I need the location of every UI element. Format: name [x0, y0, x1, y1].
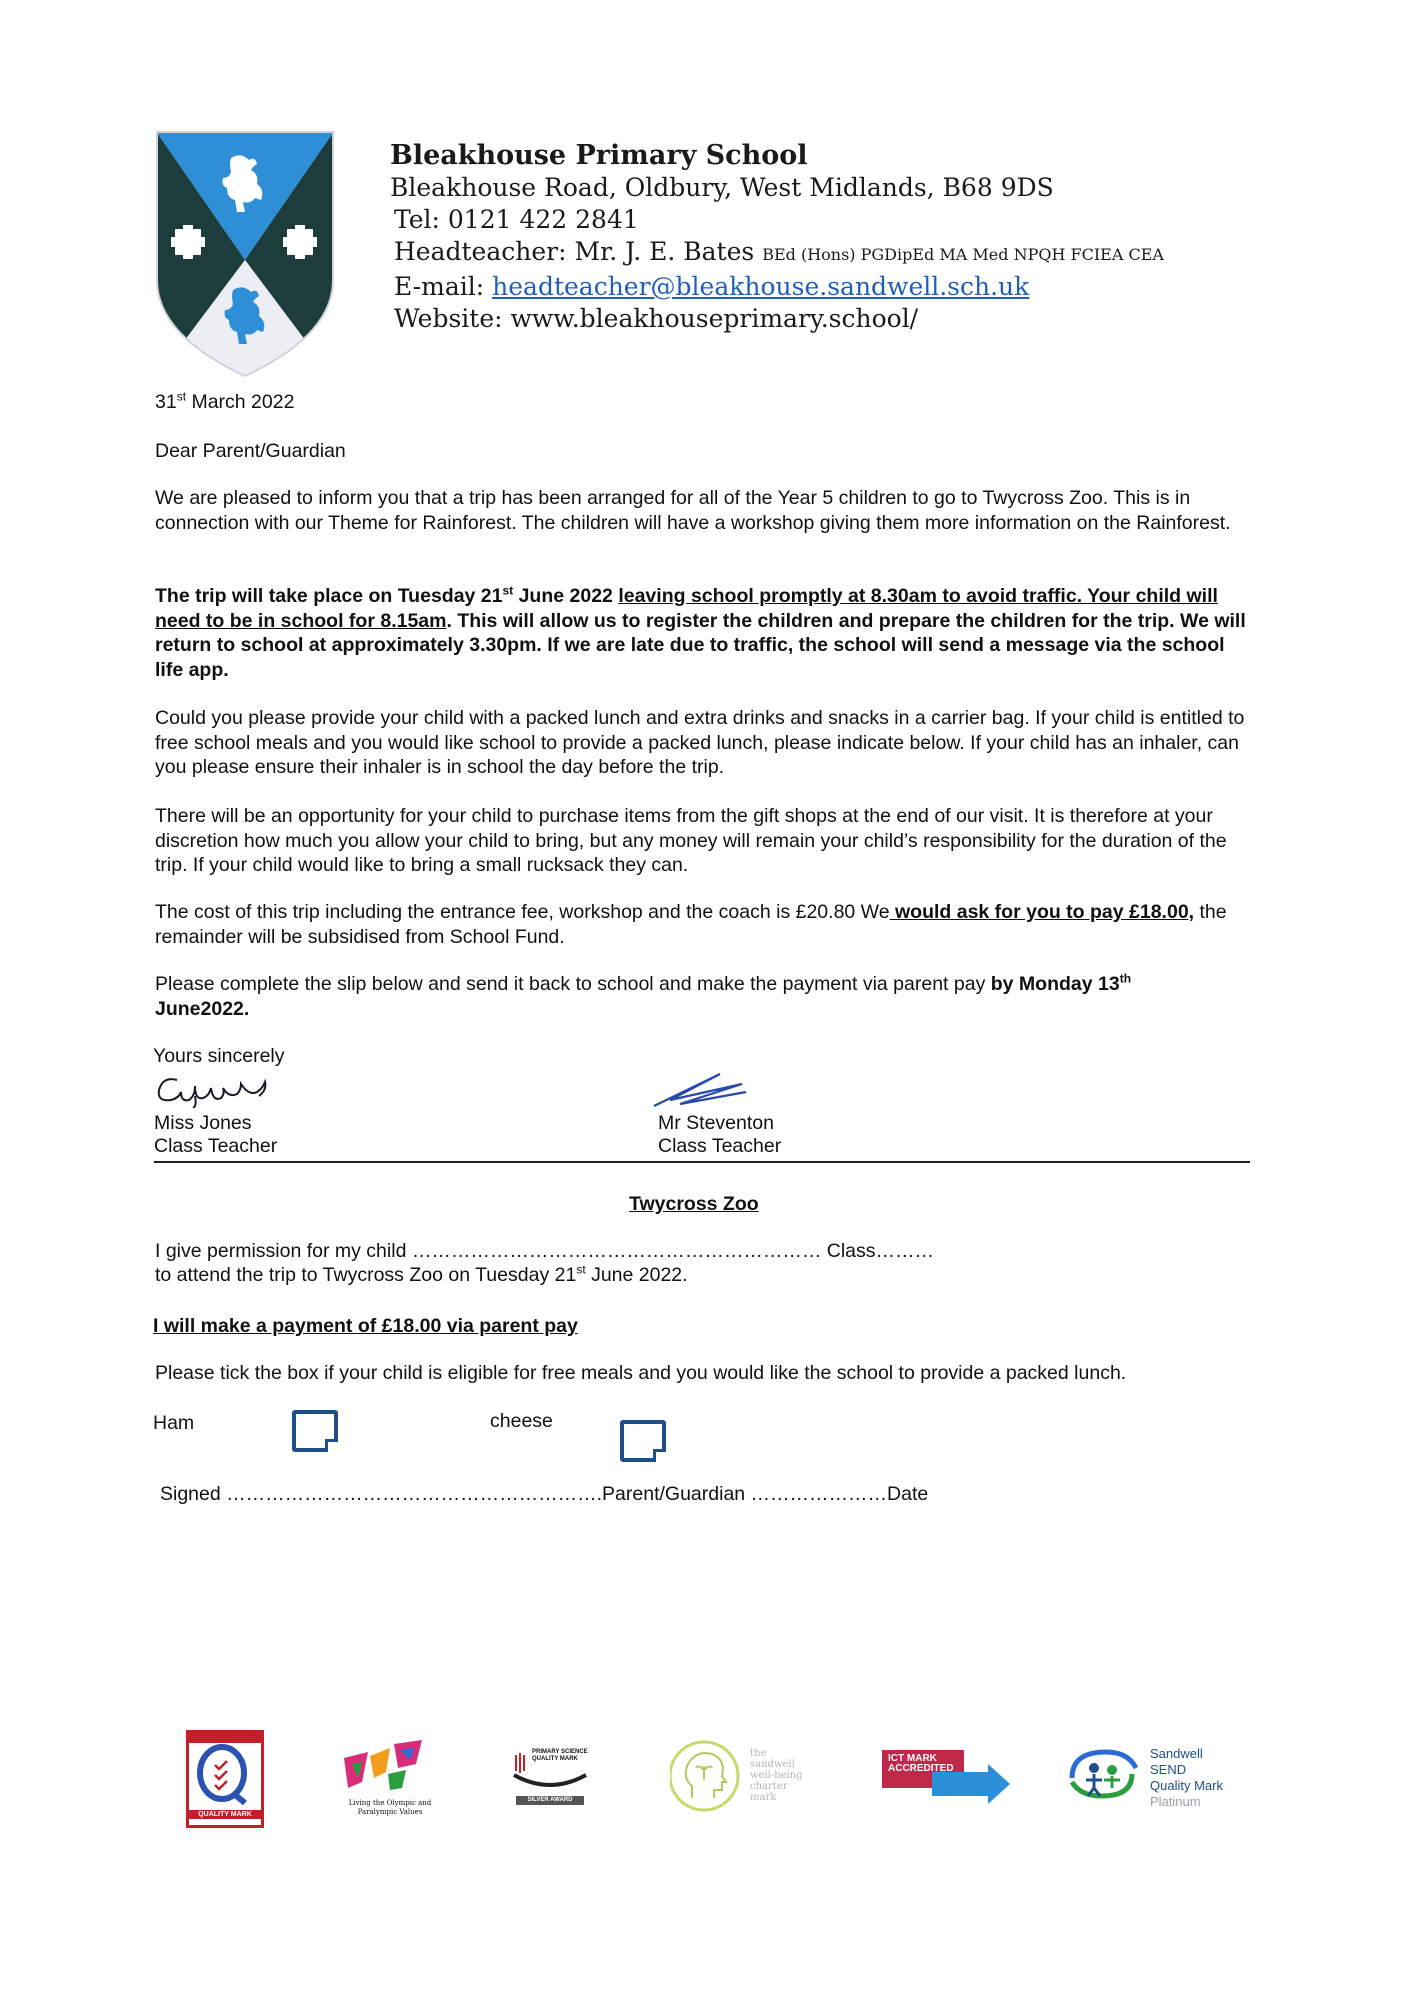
payment-statement: I will make a payment of £18.00 via parent pay [153, 1315, 578, 1337]
headteacher-label: Headteacher: Mr. J. E. Bates [394, 237, 755, 266]
sandwell-send-logo [1064, 1744, 1254, 1816]
science-quality-logo [510, 1745, 590, 1817]
tick-box-instructions: Please tick the box if your child is eligible for free meals and you would like the school to provide a packed lunch. [155, 1362, 1127, 1384]
website-line: Website: www.bleakhouseprimary.school/ [394, 304, 919, 333]
signatory-1 [154, 1112, 277, 1158]
paragraph-packed-lunch: Could you please provide your child with a packed lunch and extra drinks and snacks in a carrier bag. If your child is entitled to free school meals and you would like school to provide a packed lunch, please indicate below. If your child has an inhaler, can you please ensure their inhaler is in school the day before the trip. [155, 707, 1245, 778]
tear-off-divider [154, 1161, 1250, 1163]
permission-line-1: I give permission for my child ……………………………………………………… Class……… [155, 1240, 935, 1262]
cost-payment-amount: would ask for you to pay £18.00, [889, 901, 1195, 923]
quality-q-icon [189, 1743, 255, 1805]
quality-mark-logo [186, 1730, 264, 1828]
trip-date-month: June 2022 [513, 585, 619, 607]
school-address: Bleakhouse Road, Oldbury, West Midlands, B68 9DS [390, 173, 1054, 202]
date-suffix: st [176, 389, 187, 404]
deadline-suffix: th [1119, 971, 1132, 986]
signatory-2-name: Mr Steventon [658, 1112, 774, 1134]
headteacher-line [390, 236, 1164, 271]
signature-mr-steventon [650, 1070, 750, 1110]
signature-line: Signed ………………………………………………….Parent/Guardian …………………Date [160, 1483, 929, 1505]
paragraph-trip-intro: We are pleased to inform you that a trip has been arranged for all of the Year 5 children to go to Twycross Zoo. This is in connection with our Theme for Rainforest. The children will have a workshop giving them more information on the Rainforest. [155, 487, 1231, 534]
paragraph-cost [155, 900, 1245, 949]
signatory-2-role: Class Teacher [658, 1135, 782, 1157]
olympic-values-logo [340, 1738, 440, 1820]
wellbeing-charter-text: the sandwell well-being charter mark [750, 1748, 803, 1803]
deadline-date: by Monday 13 [990, 973, 1120, 995]
signatory-1-name: Miss Jones [154, 1112, 252, 1134]
signature-miss-jones [155, 1066, 285, 1108]
closing: Yours sincerely [153, 1045, 285, 1067]
send-text-1: Sandwell [1150, 1746, 1203, 1761]
trip-return-info: . This will allow us to register the children and prepare the children for the trip. We will return to school at approximately 3.30pm. If we are late due to traffic, the school will send a message via the school life app. [155, 609, 1246, 681]
olympic-values-text: Living the Olympic and Paralympic Values [348, 1799, 432, 1816]
headteacher-quals: BEd (Hons) PGDipEd MA Med NPQH FCIEA CEA [762, 245, 1164, 264]
trip-date-suffix: st [502, 583, 514, 598]
send-text-2: SEND [1150, 1762, 1187, 1777]
signatory-1-role: Class Teacher [154, 1135, 278, 1157]
ict-arrow-icon [932, 1762, 1012, 1808]
school-name: Bleakhouse Primary School [390, 140, 808, 171]
send-text [1150, 1746, 1223, 1810]
email-line [390, 271, 1164, 303]
salutation: Dear Parent/Guardian [155, 440, 346, 462]
trip-date-text: The trip will take place on Tuesday 21 [155, 585, 503, 607]
wellbeing-charter-logo [670, 1736, 810, 1818]
cost-text: The cost of this trip including the entrance fee, workshop and the coach is £20.80 We [155, 901, 890, 923]
paragraph-gift-shop: There will be an opportunity for your child to purchase items from the gift shops at the end of our visit. It is therefore at your discretion how much you allow your child to bring, but any money will remain your child’s responsibility for the duration of the trip. If your child would like to bring a small rucksack they can. [155, 805, 1227, 876]
science-award-text: SILVER AWARD [516, 1796, 584, 1805]
deadline-text: Please complete the slip below and send it back to school and make the payment via parent pay [155, 973, 991, 995]
ict-mark-logo [882, 1750, 1012, 1808]
signatory-2 [658, 1112, 781, 1158]
school-tel: Tel: 0121 422 2841 [394, 205, 639, 234]
letter-date [155, 390, 294, 415]
wellbeing-head-icon [670, 1736, 740, 1818]
email-link[interactable]: headteacher@bleakhouse.sandwell.sch.uk [492, 272, 1030, 301]
school-crest-logo [155, 130, 335, 380]
send-text-4: Platinum [1150, 1794, 1201, 1809]
paragraph-trip-details [155, 584, 1250, 682]
send-text-3: Quality Mark [1150, 1778, 1223, 1793]
cheese-checkbox[interactable] [620, 1420, 666, 1462]
olympic-2012-icon [340, 1738, 440, 1794]
permission-line-2 [155, 1263, 1155, 1287]
quality-mark-text: QUALITY MARK [189, 1810, 261, 1819]
cost-remainder: the remainder will be subsidised from School Fund. [155, 901, 1227, 948]
trip-departure-time: leaving school promptly at 8.30am to avoid traffic. Your child will need to be in school for 8.15am [155, 585, 1218, 632]
send-figures-icon [1064, 1744, 1140, 1804]
letterhead [390, 140, 1164, 335]
deadline-year: June2022. [155, 997, 250, 1020]
email-label: E-mail: [394, 272, 485, 301]
permission-date-suffix: st [576, 1262, 586, 1277]
slip-title: Twycross Zoo [629, 1193, 759, 1215]
date-rest: March 2022 [186, 391, 295, 413]
permission-date-month: June 2022. [585, 1264, 688, 1286]
paragraph-deadline [155, 972, 1245, 1021]
option-cheese-label: cheese [490, 1410, 553, 1432]
ict-mark-text: ICT MARK ACCREDITED [888, 1753, 954, 1774]
permission-statement [155, 1239, 1155, 1287]
ham-checkbox[interactable] [292, 1410, 338, 1452]
date-day: 31 [155, 391, 177, 413]
option-ham-label: Ham [153, 1412, 195, 1434]
permission-trip-text: to attend the trip to Twycross Zoo on Tuesday 21 [155, 1264, 577, 1286]
science-mark-text: PRIMARY SCIENCE QUALITY MARK [532, 1749, 588, 1762]
